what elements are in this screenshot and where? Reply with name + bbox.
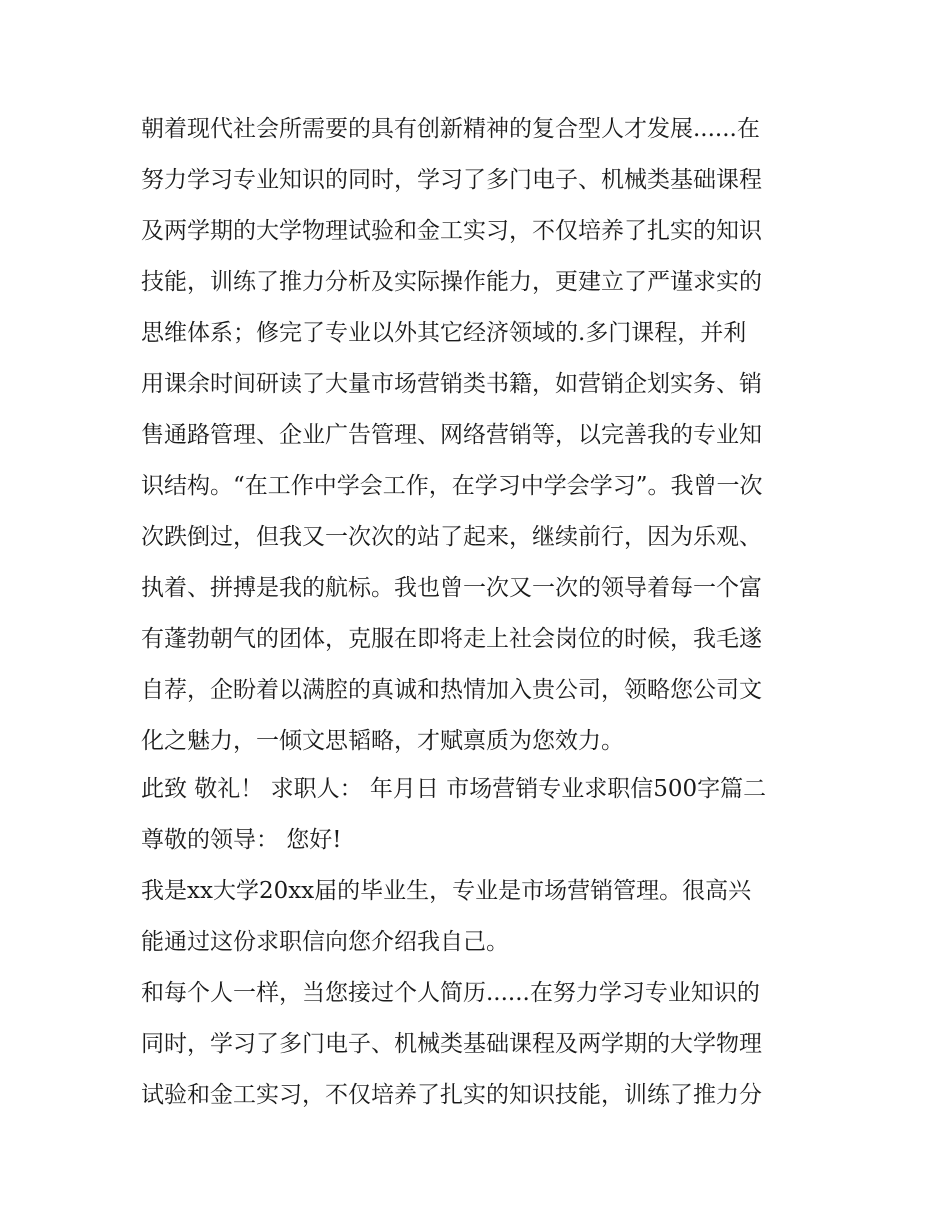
text-line: 我是xx大学20xx届的毕业生，专业是市场营销管理。很高兴 [141, 878, 752, 904]
paragraph-application-body [141, 104, 821, 767]
paragraph-self-introduction [141, 866, 821, 968]
text-line: 朝着现代社会所需要的具有创新精神的复合型人才发展......在 [141, 116, 760, 142]
text-line: 用课余时间研读了大量市场营销类书籍，如营销企划实务、销 [141, 371, 762, 397]
text-line: 努力学习专业知识的同时，学习了多门电子、机械类基础课程 [141, 167, 762, 193]
text-line: 次跌倒过，但我又一次次的站了起来，继续前行，因为乐观、 [141, 524, 762, 550]
text-line: 有蓬勃朝气的团体，克服在即将走上社会岗位的时候，我毛遂 [141, 626, 762, 652]
text-line: 思维体系；修完了专业以外其它经济领域的.多门课程，并利 [141, 320, 747, 346]
text-line: 此致 敬礼！ 求职人： 年月日 市场营销专业求职信500字篇二 [141, 776, 767, 802]
text-line: 尊敬的领导： 您好! [141, 827, 342, 853]
text-line: 同时，学习了多门电子、机械类基础课程及两学期的大学物理 [141, 1031, 762, 1057]
text-line: 化之魅力，一倾文思韬略，才赋禀质为您效力。 [141, 728, 624, 754]
text-line: 执着、拼搏是我的航标。我也曾一次又一次的领导着每一个富 [141, 575, 762, 601]
text-line: 自荐，企盼着以满腔的真诚和热情加入贵公司，领略您公司文 [141, 677, 762, 703]
text-line: 及两学期的大学物理试验和金工实习，不仅培养了扎实的知识 [141, 218, 762, 244]
text-line: 能通过这份求职信向您介绍我自己。 [141, 929, 509, 955]
paragraph-closing-and-greeting [141, 764, 821, 866]
text-line: 识结构。“在工作中学会工作，在学习中学会学习”。我曾一次 [141, 473, 763, 499]
text-line: 售通路管理、企业广告管理、网络营销等，以完善我的专业知 [141, 422, 762, 448]
text-line: 和每个人一样，当您接过个人简历......在努力学习专业知识的 [141, 980, 760, 1006]
text-line: 技能，训练了推力分析及实际操作能力，更建立了严谨求实的 [141, 269, 762, 295]
text-line: 试验和金工实习，不仅培养了扎实的知识技能，训练了推力分 [141, 1082, 762, 1108]
paragraph-study-experience [141, 968, 821, 1121]
